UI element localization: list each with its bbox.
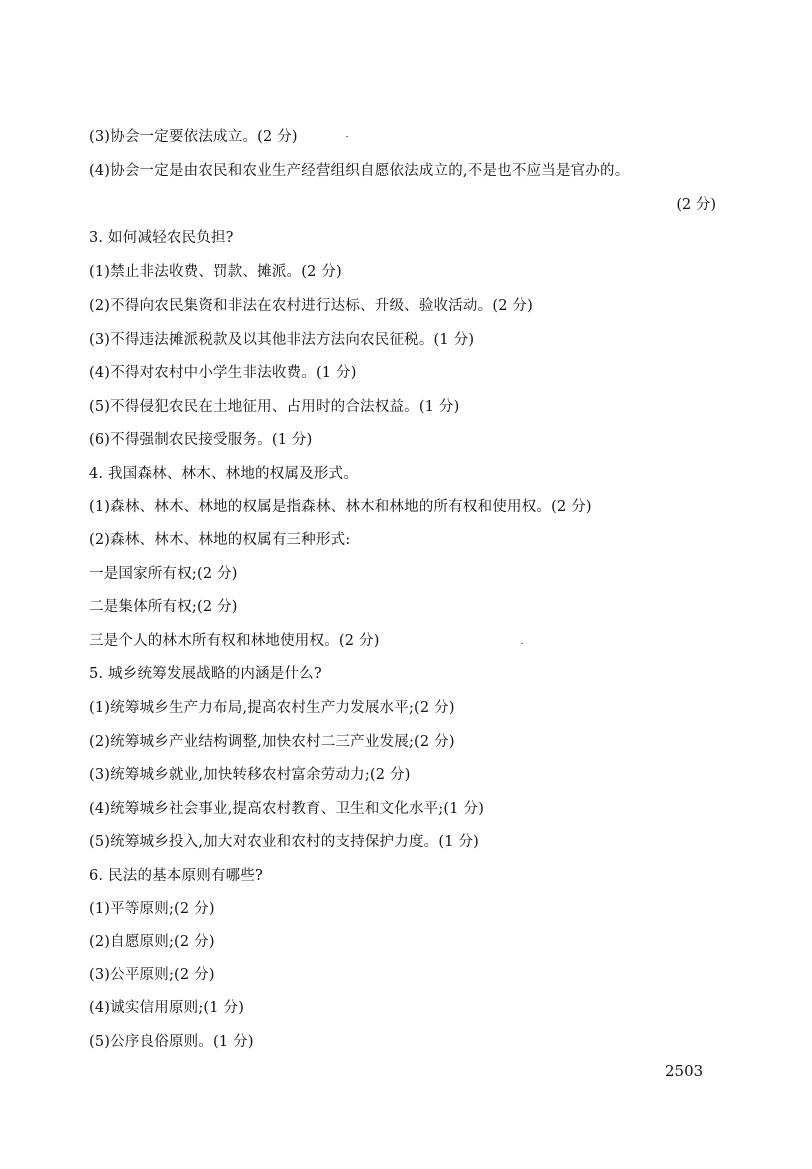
q4-subitem-1: 一是国家所有权;(2 分)	[89, 566, 238, 582]
question-5-heading: 5. 城乡统筹发展战略的内涵是什么?	[89, 666, 322, 682]
answer-line-3: (3)协会一定要依法成立。(2 分)	[89, 129, 298, 145]
q4-item-1: (1)森林、林木、林地的权属是指森林、林木和林地的所有权和使用权。(2 分)	[89, 499, 592, 515]
q3-item-3: (3)不得违法摊派税款及以其他非法方法向农民征税。(1 分)	[89, 332, 475, 348]
q6-item-1: (1)平等原则;(2 分)	[89, 901, 215, 917]
q3-item-2: (2)不得向农民集资和非法在农村进行达标、升级、验收活动。(2 分)	[89, 298, 533, 314]
q3-item-5: (5)不得侵犯农民在土地征用、占用时的合法权益。(1 分)	[89, 399, 460, 415]
q4-item-2: (2)森林、林木、林地的权属有三种形式:	[89, 532, 351, 548]
q6-item-2: (2)自愿原则;(2 分)	[89, 934, 215, 950]
question-4-heading: 4. 我国森林、林木、林地的权属及形式。	[89, 466, 358, 482]
q3-item-6: (6)不得强制农民接受服务。(1 分)	[89, 432, 313, 448]
question-3-heading: 3. 如何减轻农民负担?	[89, 230, 234, 246]
scan-mark	[346, 136, 348, 137]
q4-subitem-3: 三是个人的林木所有权和林地使用权。(2 分)	[89, 633, 380, 649]
q6-item-3: (3)公平原则;(2 分)	[89, 967, 215, 983]
question-6-heading: 6. 民法的基本原则有哪些?	[89, 868, 264, 884]
q3-item-1: (1)禁止非法收费、罚款、摊派。(2 分)	[89, 264, 342, 280]
q4-subitem-2: 二是集体所有权;(2 分)	[89, 599, 238, 615]
q6-item-5: (5)公序良俗原则。(1 分)	[89, 1034, 254, 1050]
q5-item-3: (3)统筹城乡就业,加快转移农村富余劳动力;(2 分)	[89, 767, 411, 783]
q5-item-5: (5)统筹城乡投入,加大对农业和农村的支持保护力度。(1 分)	[89, 834, 479, 850]
scan-mark	[521, 643, 523, 644]
right-aligned-score: (2 分)	[676, 197, 716, 213]
q6-item-4: (4)诚实信用原则;(1 分)	[89, 1000, 245, 1016]
q3-item-4: (4)不得对农村中小学生非法收费。(1 分)	[89, 365, 357, 381]
answer-line-4: (4)协会一定是由农民和农业生产经营组织自愿依法成立的,不是也不应当是官办的。	[89, 163, 630, 179]
q5-item-4: (4)统筹城乡社会事业,提高农村教育、卫生和文化水平;(1 分)	[89, 801, 485, 817]
q5-item-2: (2)统筹城乡产业结构调整,加快农村二三产业发展;(2 分)	[89, 734, 455, 750]
page-number: 2503	[665, 1062, 704, 1080]
q5-item-1: (1)统筹城乡生产力布局,提高农村生产力发展水平;(2 分)	[89, 700, 455, 716]
